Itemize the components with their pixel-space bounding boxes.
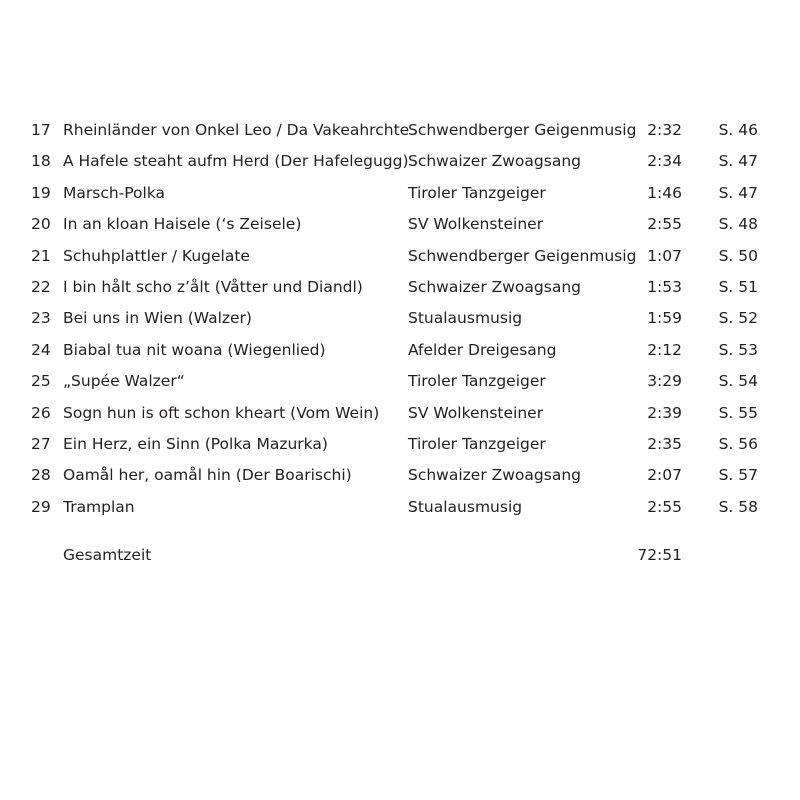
track-duration: 1:59 xyxy=(647,309,682,328)
track-duration: 2:55 xyxy=(647,497,682,516)
track-row xyxy=(0,146,800,177)
track-title: Sogn hun is oft schon kheart (Vom Wein) xyxy=(63,403,380,422)
track-row xyxy=(0,209,800,240)
track-page: S. 47 xyxy=(718,183,758,202)
track-number: 23 xyxy=(31,309,51,328)
track-artist: Tiroler Tanzgeiger xyxy=(408,372,546,391)
track-artist: Schwaizer Zwoagsang xyxy=(408,152,581,171)
track-number: 20 xyxy=(31,215,51,234)
track-row xyxy=(0,272,800,303)
track-artist: Tiroler Tanzgeiger xyxy=(408,434,546,453)
track-row xyxy=(0,303,800,334)
track-title: I bin hålt scho z’ålt (Våtter und Diandl) xyxy=(63,277,363,296)
track-page: S. 46 xyxy=(718,121,758,139)
track-duration: 2:35 xyxy=(647,434,682,453)
track-title: Tramplan xyxy=(63,497,135,516)
track-title: Marsch-Polka xyxy=(63,183,166,202)
track-duration: 1:07 xyxy=(647,246,682,265)
track-title: Bei uns in Wien (Walzer) xyxy=(63,309,252,328)
track-artist: Afelder Dreigesang xyxy=(408,340,557,359)
track-page: S. 55 xyxy=(718,403,758,422)
track-title: A Hafele steaht aufm Herd (Der Hafelegugg) xyxy=(63,152,409,171)
track-number: 17 xyxy=(31,121,51,139)
track-title: Biabal tua nit woana (Wiegenlied) xyxy=(63,340,326,359)
track-artist: Stualausmusig xyxy=(408,309,523,328)
track-row xyxy=(0,241,800,272)
track-row xyxy=(0,460,800,491)
track-row xyxy=(0,492,800,523)
track-artist: Stualausmusig xyxy=(408,497,523,516)
total-time-row xyxy=(0,540,800,571)
track-row xyxy=(0,178,800,209)
track-page: S. 56 xyxy=(718,434,758,453)
track-duration: 2:39 xyxy=(647,403,682,422)
track-number: 28 xyxy=(31,466,51,485)
track-page: S. 54 xyxy=(718,372,758,391)
total-time-label: Gesamtzeit xyxy=(63,546,152,564)
track-page: S. 52 xyxy=(718,309,758,328)
track-row xyxy=(0,366,800,397)
track-row xyxy=(0,335,800,366)
track-artist: Schwaizer Zwoagsang xyxy=(408,277,581,296)
track-artist: Tiroler Tanzgeiger xyxy=(408,183,546,202)
track-number: 24 xyxy=(31,340,51,359)
track-artist: Schwendberger Geigenmusig xyxy=(408,246,637,265)
track-duration: 2:55 xyxy=(647,215,682,234)
track-duration: 1:53 xyxy=(647,277,682,296)
track-page: S. 47 xyxy=(718,152,758,171)
track-number: 21 xyxy=(31,246,51,265)
track-number: 26 xyxy=(31,403,51,422)
track-row xyxy=(0,429,800,460)
track-artist: SV Wolkensteiner xyxy=(408,215,544,234)
track-page: S. 57 xyxy=(718,466,758,485)
track-page: S. 50 xyxy=(718,246,758,265)
track-duration: 2:07 xyxy=(647,466,682,485)
track-list xyxy=(0,115,800,523)
track-title: „Supée Walzer“ xyxy=(63,372,185,391)
track-row xyxy=(0,115,800,146)
track-artist: Schwaizer Zwoagsang xyxy=(408,466,581,485)
track-title: Ein Herz, ein Sinn (Polka Mazurka) xyxy=(63,434,328,453)
track-number: 29 xyxy=(31,497,51,516)
track-page: S. 51 xyxy=(718,277,758,296)
track-number: 18 xyxy=(31,152,51,171)
track-page: S. 48 xyxy=(718,215,758,234)
track-duration: 2:34 xyxy=(647,152,682,171)
track-title: In an kloan Haisele (‘s Zeisele) xyxy=(63,215,302,234)
track-artist: SV Wolkensteiner xyxy=(408,403,544,422)
track-duration: 2:32 xyxy=(647,121,682,139)
track-number: 27 xyxy=(31,434,51,453)
track-duration: 3:29 xyxy=(647,372,682,391)
track-row xyxy=(0,398,800,429)
track-title: Schuhplattler / Kugelate xyxy=(63,246,250,265)
track-page: S. 58 xyxy=(718,497,758,516)
track-duration: 2:12 xyxy=(647,340,682,359)
total-time-value: 72:51 xyxy=(637,546,682,564)
track-title: Oamål her, oamål hin (Der Boarischi) xyxy=(63,466,352,485)
track-duration: 1:46 xyxy=(647,183,682,202)
track-number: 19 xyxy=(31,183,51,202)
track-number: 22 xyxy=(31,277,51,296)
track-artist: Schwendberger Geigenmusig xyxy=(408,121,637,139)
track-title: Rheinländer von Onkel Leo / Da Vakeahrchte xyxy=(63,121,410,139)
track-page: S. 53 xyxy=(718,340,758,359)
track-number: 25 xyxy=(31,372,51,391)
